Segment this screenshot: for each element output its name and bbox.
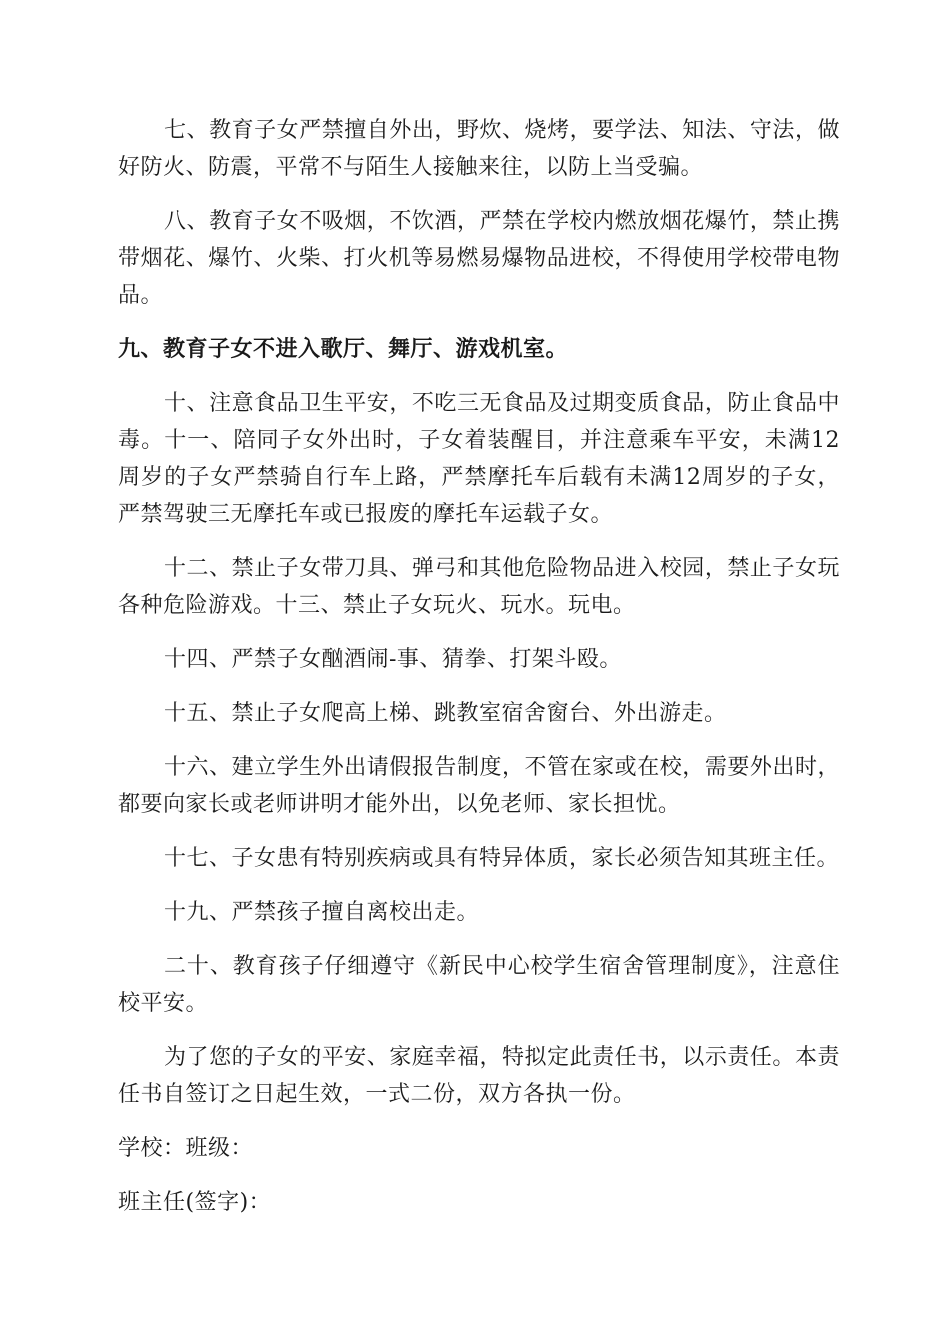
paragraph-item-7: 七、教育子女严禁擅自外出，野炊、烧烤，要学法、知法、守法，做好防火、防震，平常不与陌生人接触来往，以防上当受骗。 (118, 118, 840, 180)
paragraph-item-9: 九、教育子女不进入歌厅、舞厅、游戏机室。 (118, 337, 569, 362)
document-body (118, 112, 840, 1238)
closing-statement: 为了您的子女的平安、家庭幸福，特拟定此责任书，以示责任。本责任书自签订之日起生效，一式二份，双方各执一份。 (118, 1045, 840, 1107)
paragraph-item-17: 十七、子女患有特别疾病或具有特异体质，家长必须告知其班主任。 (164, 846, 840, 871)
paragraph-item-14: 十四、严禁子女酗酒闹-事、猜拳、打架斗殴。 (164, 647, 622, 672)
paragraph-item-12-13: 十二、禁止子女带刀具、弹弓和其他危险物品进入校园，禁止子女玩各种危险游戏。十三、禁止子女玩火、玩水。玩电。 (118, 556, 840, 618)
school-class-line: 学校：班级： (118, 1136, 254, 1161)
paragraph-item-8: 八、教育子女不吸烟，不饮酒，严禁在学校内燃放烟花爆竹，禁止携带烟花、爆竹、火柴、打火机等易燃易爆物品进校，不得使用学校带电物品。 (118, 209, 840, 308)
paragraph-item-15: 十五、禁止子女爬高上梯、跳教室宿舍窗台、外出游走。 (164, 701, 727, 726)
paragraph-item-16: 十六、建立学生外出请假报告制度，不管在家或在校，需要外出时，都要向家长或老师讲明才能外出，以免老师、家长担忧。 (118, 755, 840, 817)
teacher-signature-line: 班主任(签字)： (118, 1190, 272, 1215)
paragraph-item-19: 十九、严禁孩子擅自离校出走。 (164, 900, 480, 925)
paragraph-item-20: 二十、教育孩子仔细遵守《新民中心校学生宿舍管理制度》，注意住校平安。 (118, 954, 840, 1016)
paragraph-item-10-11: 十、注意食品卫生平安，不吃三无食品及过期变质食品，防止食品中毒。十一、陪同子女外出时，子女着装醒目，并注意乘车平安，未满12周岁的子女严禁骑自行车上路，严禁摩托车后载有未满12周岁的子女，严禁驾驶三无摩托车或已报废的摩托车运载子女。 (118, 391, 840, 527)
